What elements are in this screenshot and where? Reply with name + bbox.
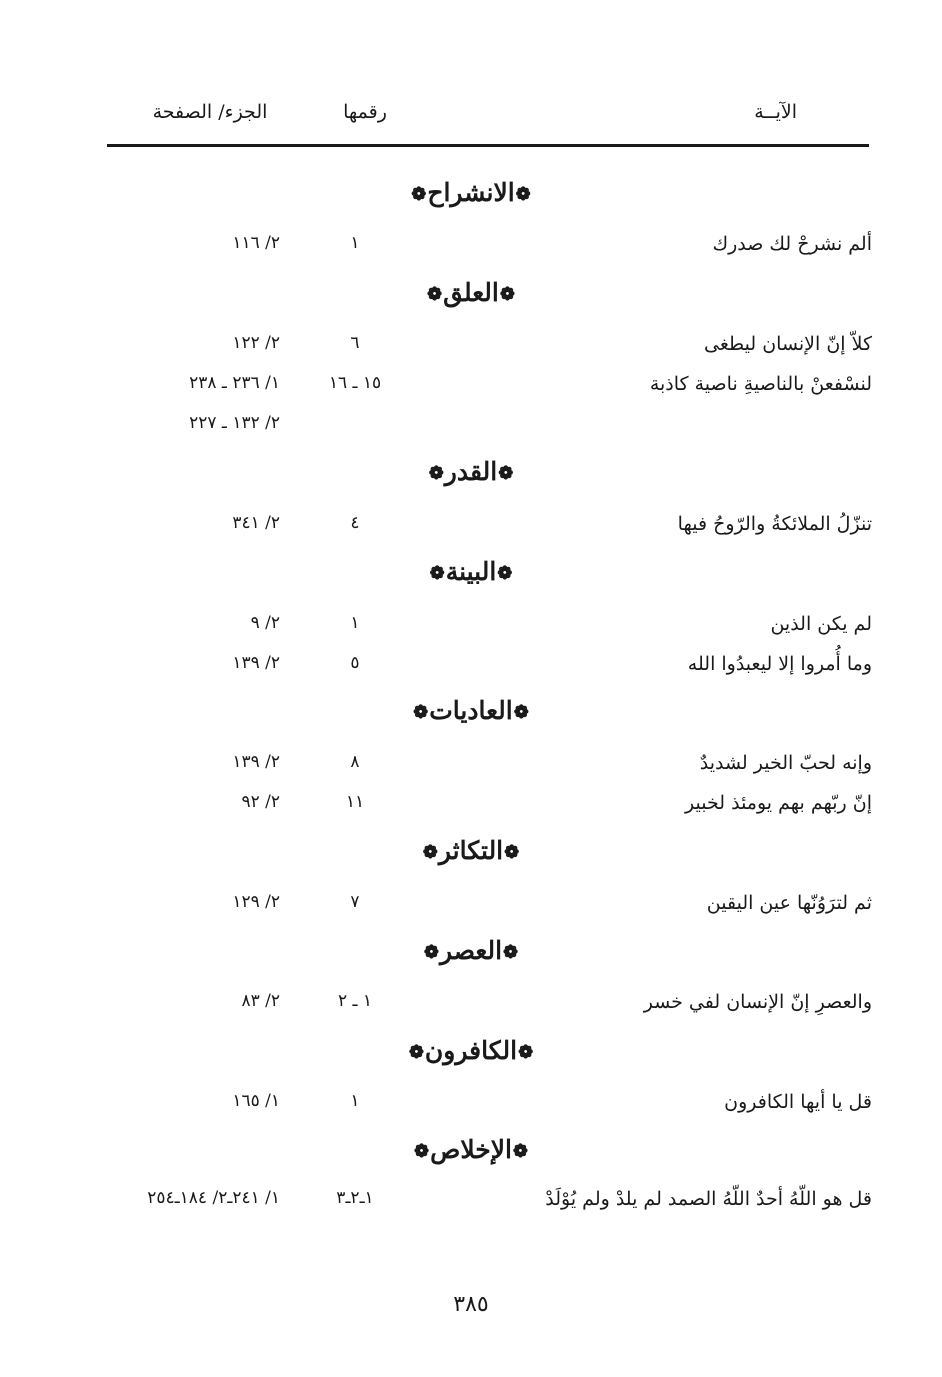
sura-heading bbox=[271, 178, 671, 207]
aya-text: وما أُمروا إلا ليعبدُوا الله bbox=[687, 653, 872, 675]
volume-page-ref: ١/ ١٦٥ bbox=[232, 1091, 280, 1111]
aya-number: ١ bbox=[350, 233, 360, 253]
ornament-icon: ❁ bbox=[503, 942, 519, 963]
volume-page-ref: ٢/ ٣٤١ bbox=[232, 513, 280, 533]
ornament-icon: ❁ bbox=[422, 842, 438, 863]
volume-page-ref: ١/ ٢٣٦ ـ ٢٣٨ bbox=[189, 373, 280, 393]
aya-text: وإنه لحبّ الخير لشديدٌ bbox=[699, 752, 872, 774]
ornament-icon: ❁ bbox=[499, 284, 515, 305]
aya-text: قل يا أيها الكافرون bbox=[724, 1091, 872, 1113]
aya-text: ثم لترَوُنّها عين اليقين bbox=[706, 892, 872, 914]
volume-page-ref: ٢/ ٩ bbox=[250, 613, 280, 633]
sura-heading bbox=[271, 696, 671, 725]
sura-title: القدر bbox=[444, 457, 498, 486]
header-reference: الجزء/ الصفحة bbox=[152, 101, 268, 123]
sura-heading bbox=[271, 557, 671, 586]
sura-title: العاديات bbox=[429, 696, 513, 725]
sura-heading bbox=[271, 278, 671, 307]
volume-page-ref: ٢/ ٨٣ bbox=[241, 991, 280, 1011]
sura-title: الإخلاص bbox=[430, 1135, 512, 1164]
volume-page-ref: ٢/ ٩٢ bbox=[241, 792, 280, 812]
sura-title: الانشراح bbox=[427, 178, 515, 207]
aya-text: كلاّ إنّ الإنسان ليطغى bbox=[704, 333, 872, 355]
volume-page-ref: ٢/ ١٣٢ ـ ٢٢٧ bbox=[189, 413, 280, 433]
aya-number: ٨ bbox=[350, 752, 360, 772]
ornament-icon: ❁ bbox=[429, 563, 445, 584]
aya-number: ٤ bbox=[350, 513, 360, 533]
aya-text: والعصرِ إنّ الإنسان لفي خسر bbox=[643, 991, 872, 1013]
ornament-icon: ❁ bbox=[428, 463, 444, 484]
sura-heading bbox=[271, 1036, 671, 1065]
ornament-icon: ❁ bbox=[411, 184, 427, 205]
ornament-icon: ❁ bbox=[498, 463, 514, 484]
ornament-icon: ❁ bbox=[497, 563, 513, 584]
aya-text: تنزّلُ الملائكةُ والرّوحُ فيها bbox=[677, 513, 872, 535]
aya-text: لم يكن الذين bbox=[770, 613, 872, 635]
aya-text: إنّ ربّهم بهم يومئذ لخبير bbox=[685, 792, 872, 814]
sura-title: التكاثر bbox=[438, 836, 504, 865]
sura-title: العلق bbox=[443, 278, 499, 307]
ornament-icon: ❁ bbox=[504, 842, 520, 863]
aya-number: ١ـ٢ـ٣ bbox=[336, 1188, 374, 1208]
aya-number: ٥ bbox=[350, 653, 360, 673]
aya-number: ١١ bbox=[345, 792, 365, 812]
volume-page-ref: ٢/ ١٢٩ bbox=[232, 892, 280, 912]
ornament-icon: ❁ bbox=[423, 942, 439, 963]
sura-heading bbox=[271, 457, 671, 486]
aya-number: ١ bbox=[350, 1091, 360, 1111]
sura-heading bbox=[271, 836, 671, 865]
ornament-icon: ❁ bbox=[413, 702, 429, 723]
volume-page-ref: ٢/ ١٣٩ bbox=[232, 752, 280, 772]
aya-text: لنسْفعنْ بالناصيةِ ناصية كاذبة bbox=[649, 373, 872, 395]
aya-text: ألم نشرحْ لك صدرك bbox=[712, 233, 872, 255]
aya-number: ١٥ ـ ١٦ bbox=[328, 373, 382, 393]
sura-heading bbox=[271, 936, 671, 965]
volume-page-ref: ١/ ٢٤١ـ٢/ ١٨٤ـ٢٥٤ bbox=[147, 1188, 280, 1208]
aya-number: ٦ bbox=[350, 333, 360, 353]
aya-text: قل هو اللّهُ أحدٌ اللّهُ الصمد لم يلدْ ولم يُوْلَدْ bbox=[545, 1188, 872, 1210]
volume-page-ref: ٢/ ١٢٢ bbox=[232, 333, 280, 353]
sura-heading bbox=[271, 1135, 671, 1164]
ornament-icon: ❁ bbox=[408, 1042, 424, 1063]
ornament-icon: ❁ bbox=[518, 1042, 534, 1063]
ornament-icon: ❁ bbox=[414, 1141, 430, 1162]
ornament-icon: ❁ bbox=[427, 284, 443, 305]
sura-title: البينة bbox=[445, 557, 497, 586]
sura-title: العصر bbox=[439, 936, 503, 965]
sura-title: الكافرون bbox=[424, 1036, 518, 1065]
aya-number: ١ bbox=[350, 613, 360, 633]
header-aya: الآيــة bbox=[754, 101, 797, 123]
volume-page-ref: ٢/ ١٣٩ bbox=[232, 653, 280, 673]
header-number: رقمها bbox=[343, 101, 387, 123]
ornament-icon: ❁ bbox=[512, 1141, 528, 1162]
ornament-icon: ❁ bbox=[513, 702, 529, 723]
ornament-icon: ❁ bbox=[515, 184, 531, 205]
aya-number: ٧ bbox=[350, 892, 360, 912]
aya-number: ١ ـ ٢ bbox=[337, 991, 373, 1011]
volume-page-ref: ٢/ ١١٦ bbox=[232, 233, 280, 253]
page-number: ٣٨٥ bbox=[453, 1292, 489, 1317]
